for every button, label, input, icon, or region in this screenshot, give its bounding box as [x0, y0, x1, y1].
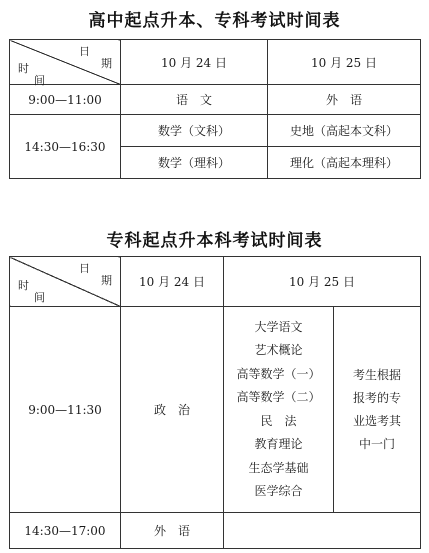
table-row	[10, 513, 421, 549]
table2-title: 专科起点升本科考试时间表	[106, 231, 323, 251]
subject-item: 医学综合	[254, 484, 303, 498]
table1-corner-cell	[10, 40, 121, 85]
subject-cell: 政 治	[121, 307, 224, 513]
note-line: 考生根据	[353, 367, 402, 382]
elective-note-cell	[334, 307, 421, 513]
exam-schedule-table-2	[9, 256, 421, 549]
subject-item: 艺术概论	[254, 343, 303, 357]
time-slot: 14:30—17:00	[10, 513, 121, 549]
table1-title: 高中起点升本、专科考试时间表	[88, 11, 341, 31]
subject-item: 民 法	[260, 413, 297, 428]
subject-cell: 外 语	[121, 513, 224, 549]
table1-day1-header: 10 月 24 日	[121, 40, 268, 85]
subject-cell: 数学（文科）	[121, 115, 268, 147]
subject-item: 高等数学（二）	[236, 390, 321, 404]
subject-item: 高等数学（一）	[236, 366, 321, 381]
time-slot: 9:00—11:30	[10, 307, 121, 513]
subject-cell: 语 文	[121, 85, 268, 115]
note-line: 业选考其	[353, 413, 402, 428]
table-row	[10, 85, 421, 115]
table1-header-row	[10, 40, 421, 85]
subject-item: 教育理论	[254, 437, 303, 451]
corner-time-label-1: 时	[18, 62, 29, 75]
elective-subjects-cell	[224, 307, 334, 513]
corner-date-label-1: 日	[79, 262, 90, 275]
note-line: 报考的专	[353, 390, 402, 405]
table-row	[10, 307, 421, 513]
subject-cell: 史地（高起本文科）	[268, 115, 421, 147]
table-row	[10, 115, 421, 147]
corner-time-label-1: 时	[18, 279, 29, 292]
note-line: 中一门	[359, 436, 396, 451]
subject-cell	[224, 513, 421, 549]
time-slot: 14:30—16:30	[10, 115, 121, 179]
subject-item: 生态学基础	[248, 460, 309, 475]
exam-schedule-table-1	[9, 39, 421, 179]
corner-date-label-2: 期	[101, 274, 112, 287]
table2-day1-header: 10 月 24 日	[121, 257, 224, 307]
subject-cell: 数学（理科）	[121, 147, 268, 179]
table2-corner-cell	[10, 257, 121, 307]
time-slot: 9:00—11:00	[10, 85, 121, 115]
subject-cell: 理化（高起本理科）	[268, 147, 421, 179]
corner-date-label-2: 期	[101, 57, 112, 70]
subject-item: 大学语文	[254, 319, 303, 334]
table2-day2-header: 10 月 25 日	[224, 257, 421, 307]
subject-cell: 外 语	[268, 85, 421, 115]
corner-time-label-2: 间	[34, 74, 45, 87]
corner-date-label-1: 日	[79, 45, 90, 58]
table2-header-row	[10, 257, 421, 307]
table1-day2-header: 10 月 25 日	[268, 40, 421, 85]
corner-time-label-2: 间	[34, 291, 45, 304]
